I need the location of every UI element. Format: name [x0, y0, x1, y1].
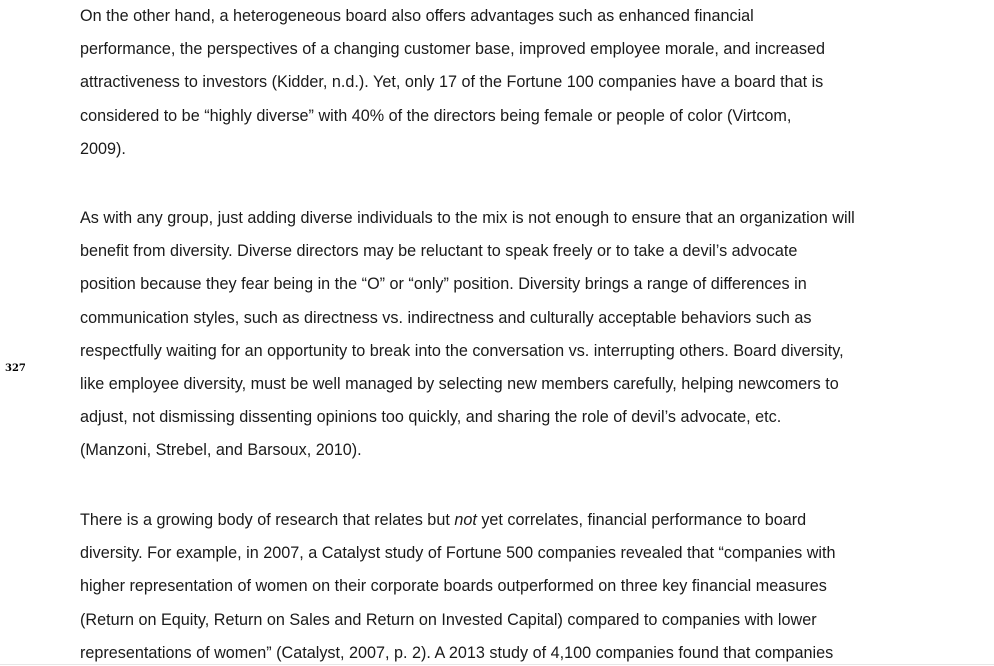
paragraph-line: benefit from diversity. Diverse directors may be reluctant to speak freely or to take a devil’s advocate	[80, 242, 798, 261]
paragraph-line: representations of women” (Catalyst, 2007, p. 2). A 2013 study of 4,100 companies found that companies	[80, 643, 834, 662]
paragraph-line: attractiveness to investors (Kidder, n.d.). Yet, only 17 of the Fortune 100 companies have a board that is	[80, 73, 824, 92]
paragraph-financial-performance	[80, 504, 880, 666]
paragraph-managing-diversity	[80, 202, 880, 468]
page-number: 327	[5, 363, 26, 374]
paragraph-line: As with any group, just adding diverse individuals to the mix is not enough to ensure that an organization will	[80, 209, 855, 227]
paragraph-line: On the other hand, a heterogeneous board also offers advantages such as enhanced financial	[80, 7, 754, 25]
text-run: There is a growing body of research that relates but	[80, 511, 455, 529]
paragraph-line: respectfully waiting for an opportunity to break into the conversation vs. interrupting others. Board diversity,	[80, 341, 844, 360]
paragraph-line: adjust, not dismissing dissenting opinions too quickly, and sharing the role of devil’s advocate, etc.	[80, 408, 782, 427]
paragraph-line: (Return on Equity, Return on Sales and Return on Invested Capital) compared to companies with lower	[80, 610, 817, 629]
page-bottom-divider	[0, 664, 994, 665]
paragraph-line: position because they fear being in the “O” or “only” position. Diversity brings a range of differences in	[80, 275, 807, 294]
paragraph-line: 2009).	[80, 139, 126, 158]
paragraph-board-advantages	[80, 0, 880, 166]
paragraph-line: (Manzoni, Strebel, and Barsoux, 2010).	[80, 441, 362, 460]
paragraph-line: performance, the perspectives of a changing customer base, improved employee morale, and increased	[80, 40, 826, 59]
paragraph-line	[80, 504, 880, 537]
emphasis-text: not	[454, 511, 477, 529]
text-run: yet correlates, financial performance to board	[476, 511, 807, 529]
paragraph-line: considered to be “highly diverse” with 40% of the directors being female or people of color (Virtcom,	[80, 106, 792, 125]
paragraph-line: like employee diversity, must be well managed by selecting new members carefully, helping newcomers to	[80, 374, 839, 393]
paragraph-line: higher representation of women on their corporate boards outperformed on three key financial measures	[80, 577, 827, 596]
paragraph-line: diversity. For example, in 2007, a Catalyst study of Fortune 500 companies revealed that “companies with	[80, 544, 836, 563]
paragraph-line: communication styles, such as directness vs. indirectness and culturally acceptable behaviors such as	[80, 308, 812, 327]
